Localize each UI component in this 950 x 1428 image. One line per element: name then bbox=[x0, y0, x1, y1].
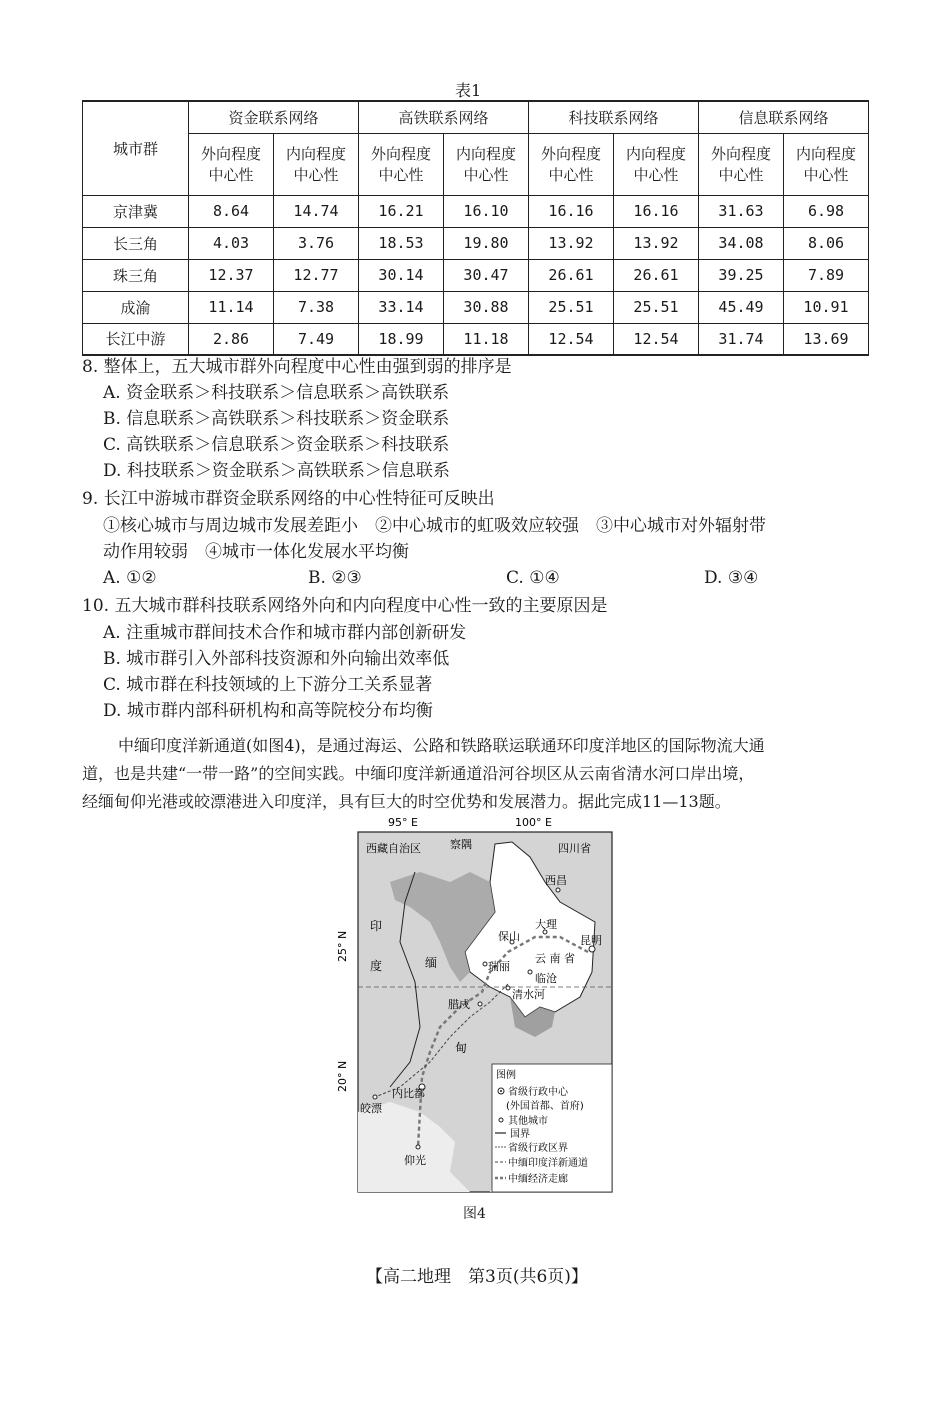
legend-item: 中缅印度洋新通道 bbox=[508, 1158, 588, 1169]
sub-header: 外向程度 中心性 bbox=[189, 133, 274, 195]
q9-stem: 9. 长江中游城市群资金联系网络的中心性特征可反映出 bbox=[82, 489, 495, 509]
table-cell: 10.91 bbox=[784, 291, 869, 323]
table-cell: 12.37 bbox=[189, 259, 274, 291]
table-cell: 30.88 bbox=[444, 291, 529, 323]
legend-item: (外国首都、首府) bbox=[506, 1101, 584, 1112]
q10-option-c: C. 城市群在科技领域的上下游分工关系显著 bbox=[103, 675, 433, 695]
city-label: 临沧 bbox=[535, 972, 557, 985]
passage-line2: 道，也是共建“一带一路”的空间实践。中缅印度洋新通道沿河谷坝区从云南省清水河口岸出境， bbox=[82, 764, 755, 783]
map-figure bbox=[330, 812, 630, 1202]
q9-option-c: C. ①④ bbox=[506, 568, 560, 588]
group-header: 高铁联系网络 bbox=[359, 101, 529, 133]
group-header: 信息联系网络 bbox=[699, 101, 869, 133]
lon-label: 95° E bbox=[388, 816, 418, 829]
table-cell: 14.74 bbox=[274, 195, 359, 227]
q8-option-b: B. 信息联系＞高铁联系＞科技联系＞资金联系 bbox=[103, 409, 450, 429]
city-label: 昆明 bbox=[580, 934, 602, 947]
region-label: 度 bbox=[370, 959, 383, 973]
page-footer: 【高二地理 第3页(共6页)】 bbox=[366, 1267, 588, 1287]
region-label: 四川省 bbox=[558, 842, 591, 855]
sub-header: 外向程度 中心性 bbox=[529, 133, 614, 195]
legend-item: 中缅经济走廊 bbox=[508, 1174, 568, 1185]
q9-line1: ①核心城市与周边城市发展差距小 ②中心城市的虹吸效应较强 ③中心城市对外辐射带 bbox=[103, 516, 766, 536]
city-label: 瑞丽 bbox=[488, 960, 510, 973]
q9-option-b: B. ②③ bbox=[308, 568, 362, 588]
legend-item: 其他城市 bbox=[508, 1116, 548, 1127]
table-row bbox=[83, 227, 869, 259]
row-label: 长江中游 bbox=[83, 323, 189, 355]
table-cell: 6.98 bbox=[784, 195, 869, 227]
table-row bbox=[83, 195, 869, 227]
lon-label: 100° E bbox=[515, 816, 552, 829]
passage-line1: 中缅印度洋新通道(如图4)，是通过海运、公路和铁路联运联通环印度洋地区的国际物流大通 bbox=[118, 736, 765, 755]
region-label: 甸 bbox=[455, 1041, 468, 1055]
table-cell: 16.16 bbox=[614, 195, 699, 227]
passage-line3: 经缅甸仰光港或皎漂港进入印度洋，具有巨大的时空优势和发展潜力。据此完成11—13题。 bbox=[82, 792, 731, 811]
table-cell: 13.69 bbox=[784, 323, 869, 355]
sub-header: 内向程度 中心性 bbox=[444, 133, 529, 195]
table-cell: 16.16 bbox=[529, 195, 614, 227]
city-label: 大理 bbox=[535, 918, 557, 931]
table-cell: 18.99 bbox=[359, 323, 444, 355]
sub-header: 外向程度 中心性 bbox=[699, 133, 784, 195]
region-label: 印 bbox=[370, 919, 383, 933]
data-table bbox=[82, 100, 869, 356]
q9-option-d: D. ③④ bbox=[704, 568, 759, 588]
table-cell: 34.08 bbox=[699, 227, 784, 259]
lat-label: 25° N bbox=[336, 930, 349, 962]
table-cell: 45.49 bbox=[699, 291, 784, 323]
table-cell: 25.51 bbox=[614, 291, 699, 323]
q9-line2: 动作用较弱 ④城市一体化发展水平均衡 bbox=[103, 542, 409, 562]
table-cell: 26.61 bbox=[614, 259, 699, 291]
q8-stem: 8. 整体上，五大城市群外向程度中心性由强到弱的排序是 bbox=[82, 357, 512, 377]
q10-option-b: B. 城市群引入外部科技资源和外向输出效率低 bbox=[103, 649, 450, 669]
table-cell: 31.63 bbox=[699, 195, 784, 227]
figure-caption: 图4 bbox=[463, 1206, 486, 1222]
table-cell: 12.77 bbox=[274, 259, 359, 291]
group-header: 科技联系网络 bbox=[529, 101, 699, 133]
table-cell: 3.76 bbox=[274, 227, 359, 259]
table-cell: 7.49 bbox=[274, 323, 359, 355]
q9-option-a: A. ①② bbox=[103, 568, 157, 588]
city-label: 腊戍 bbox=[448, 998, 470, 1011]
table-caption: 表1 bbox=[455, 81, 482, 100]
sub-header: 内向程度 中心性 bbox=[274, 133, 359, 195]
table-row bbox=[83, 259, 869, 291]
table-cell: 12.54 bbox=[529, 323, 614, 355]
q10-option-d: D. 城市群内部科研机构和高等院校分布均衡 bbox=[103, 701, 433, 721]
table-cell: 39.25 bbox=[699, 259, 784, 291]
table-cell: 30.47 bbox=[444, 259, 529, 291]
table-cell: 16.21 bbox=[359, 195, 444, 227]
city-label: 西昌 bbox=[545, 874, 567, 887]
q8-option-c: C. 高铁联系＞信息联系＞资金联系＞科技联系 bbox=[103, 435, 450, 455]
table-cell: 13.92 bbox=[529, 227, 614, 259]
table-cell: 12.54 bbox=[614, 323, 699, 355]
row-label: 珠三角 bbox=[83, 259, 189, 291]
table-cell: 18.53 bbox=[359, 227, 444, 259]
lat-label: 20° N bbox=[336, 1060, 349, 1092]
table-cell: 13.92 bbox=[614, 227, 699, 259]
table-cell: 33.14 bbox=[359, 291, 444, 323]
region-label: 缅 bbox=[425, 956, 438, 970]
row-label: 长三角 bbox=[83, 227, 189, 259]
q10-stem: 10. 五大城市群科技联系网络外向和内向程度中心性一致的主要原因是 bbox=[82, 596, 608, 616]
row-label: 成渝 bbox=[83, 291, 189, 323]
table-cell: 11.18 bbox=[444, 323, 529, 355]
table-cell: 4.03 bbox=[189, 227, 274, 259]
city-label: 皎漂 bbox=[360, 1102, 382, 1115]
sub-header: 内向程度 中心性 bbox=[784, 133, 869, 195]
table-cell: 7.38 bbox=[274, 291, 359, 323]
table-cell: 8.06 bbox=[784, 227, 869, 259]
table-cell: 25.51 bbox=[529, 291, 614, 323]
city-label: 内比都 bbox=[392, 1087, 425, 1100]
region-label: 西藏自治区 bbox=[366, 842, 421, 855]
table-cell: 30.14 bbox=[359, 259, 444, 291]
legend-title: 图例 bbox=[496, 1070, 516, 1081]
legend-item: 省级行政区界 bbox=[508, 1143, 568, 1154]
q10-option-a: A. 注重城市群间技术合作和城市群内部创新研发 bbox=[103, 623, 467, 643]
sub-header: 内向程度 中心性 bbox=[614, 133, 699, 195]
sub-header: 外向程度 中心性 bbox=[359, 133, 444, 195]
legend-item: 省级行政中心 bbox=[508, 1087, 568, 1098]
city-label: 清水河 bbox=[512, 988, 545, 1001]
city-label: 仰光 bbox=[404, 1154, 426, 1167]
row-header: 城市群 bbox=[83, 101, 189, 195]
table-cell: 31.74 bbox=[699, 323, 784, 355]
legend-item: 国界 bbox=[510, 1129, 530, 1140]
table-cell: 11.14 bbox=[189, 291, 274, 323]
table-cell: 19.80 bbox=[444, 227, 529, 259]
city-label: 保山 bbox=[498, 930, 520, 943]
table-row bbox=[83, 323, 869, 355]
table-cell: 26.61 bbox=[529, 259, 614, 291]
region-label: 云 南 省 bbox=[535, 952, 575, 965]
group-header: 资金联系网络 bbox=[189, 101, 359, 133]
q8-option-a: A. 资金联系＞科技联系＞信息联系＞高铁联系 bbox=[103, 383, 450, 403]
table-cell: 8.64 bbox=[189, 195, 274, 227]
table-cell: 2.86 bbox=[189, 323, 274, 355]
q8-option-d: D. 科技联系＞资金联系＞高铁联系＞信息联系 bbox=[103, 461, 450, 481]
table-row bbox=[83, 291, 869, 323]
table-cell: 16.10 bbox=[444, 195, 529, 227]
region-label: 察隅 bbox=[450, 838, 472, 851]
table-cell: 7.89 bbox=[784, 259, 869, 291]
row-label: 京津冀 bbox=[83, 195, 189, 227]
